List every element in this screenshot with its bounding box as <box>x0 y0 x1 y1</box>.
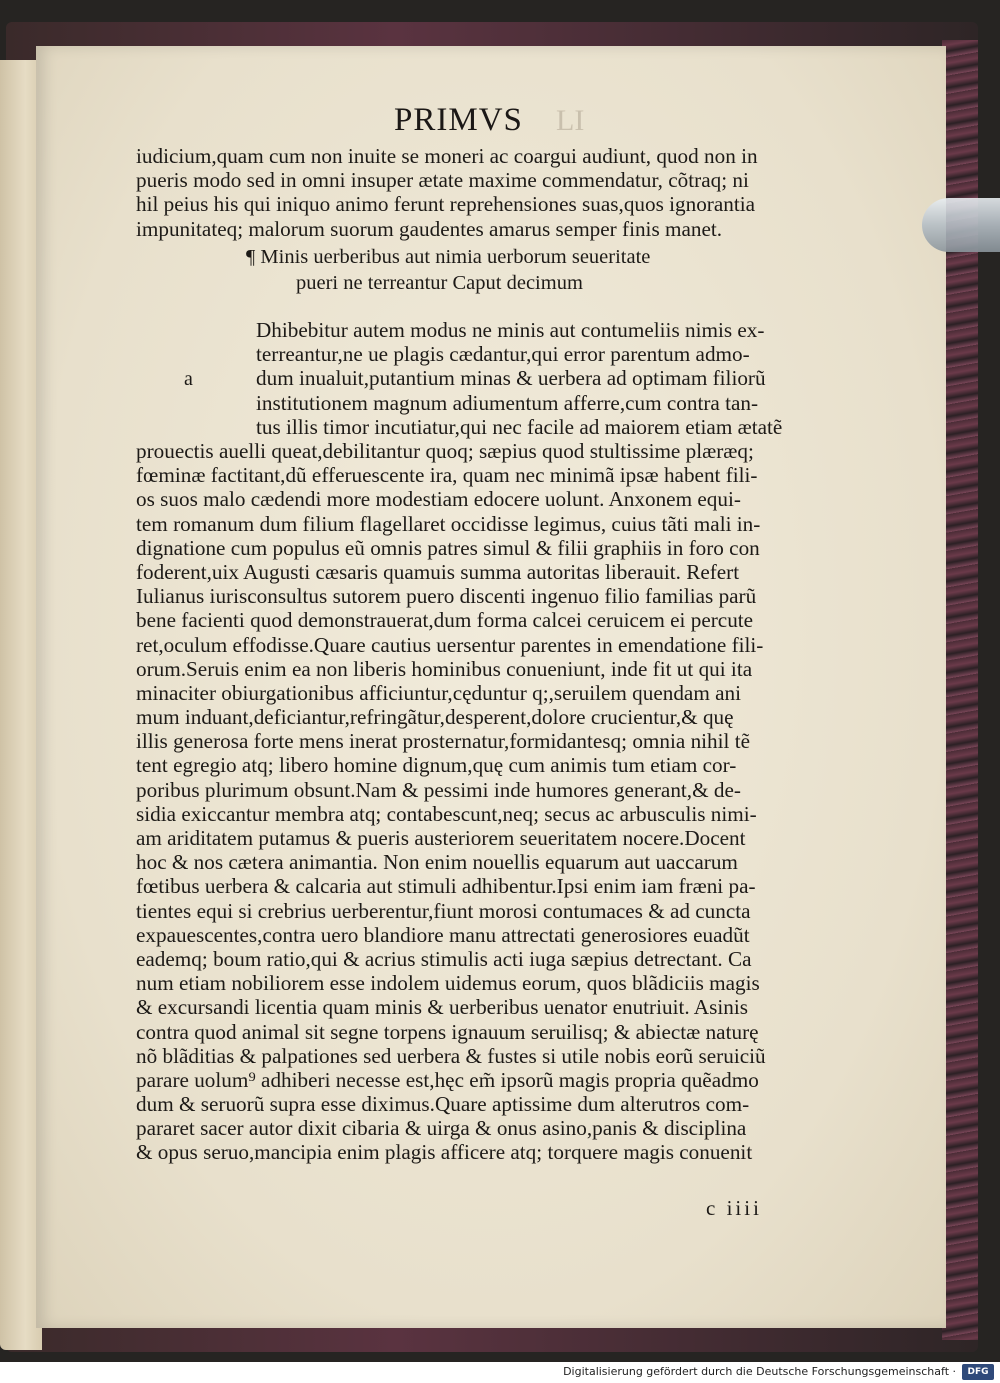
text-line: ret,oculum effodisse.Quare cautius uersentur parentes in emendatione fili- <box>136 632 764 657</box>
text-line: tent egregio atq; libero homine dignum,quę cum animis tum etiam cor- <box>136 753 737 778</box>
text-line: foderent,uix Augusti cæsaris quamuis summa autoritas liberauit. Refert <box>136 559 740 584</box>
chapter-heading-line-2: pueri ne terreantur Caput decimum <box>296 272 583 294</box>
text-line: & excursandi licentia quam minis & uerberibus uenator enutriuit. Asinis <box>136 995 748 1020</box>
text-line: fœtibus uerbera & calcaria aut stimuli adhibentur.Ipsi enim iam fræni pa- <box>136 874 756 899</box>
text-line: terreantur,ne ue plagis cædantur,qui error parentum admo- <box>256 342 750 367</box>
text-line: fœminæ factitant,dũ efferuescente ira, quam nec minimã ipsæ habent fili- <box>136 463 758 488</box>
funding-credit: Digitalisierung gefördert durch die Deutsche Forschungsgemeinschaft · <box>563 1365 956 1378</box>
text-line: tientes equi si crebrius uerberentur,fiunt morosi contumaces & ad cuncta <box>136 898 751 923</box>
text-line: institutionem magnum adiumentum afferre,cum contra tan- <box>256 390 759 415</box>
text-line: iudicium,quam cum non inuite se moneri ac coargui audiunt, quod non in <box>136 144 758 168</box>
text-line: num etiam nobiliorem esse indolem uidemus eorum, quos blãdiciis magis <box>136 971 760 996</box>
text-line: bene facienti quod demonstrauerat,dum forma calcei ceruicem ei percute <box>136 608 754 633</box>
text-line: minaciter obiurgationibus afficiuntur,cęduntur q;,seruilem quendam ani <box>136 680 741 705</box>
text-line: hoc & nos cætera animantia. Non enim nouellis equarum aut uaccarum <box>136 850 738 875</box>
text-line: Dhibebitur autem modus ne minis aut contumeliis nimis ex- <box>256 318 765 342</box>
marginal-letter: a <box>184 368 193 390</box>
running-head: PRIMVS <box>394 102 523 138</box>
text-line: os suos malo cædendi more modestiam edocere uolunt. Anxonem equi- <box>136 487 741 512</box>
footer-bar <box>0 1362 1000 1383</box>
signature-mark: c iiii <box>706 1196 762 1220</box>
text-line: poribus plurimum obsunt.Nam & pessimi inde humores generant,& de- <box>136 777 741 802</box>
text-line: sidia exiccantur membra atq; contabescunt,neq; secus ac arbusculis nimi- <box>136 801 757 826</box>
text-line: orum.Seruis enim ea non liberis hominibus conueniunt, inde fit ut qui ita <box>136 656 753 681</box>
text-line: Iulianus iurisconsultus sutorem puero discenti ingenuo filio familias parũ <box>136 584 757 609</box>
text-line: eademq; boum ratio,qui & acrius stimulis acti iuga sæpius detrectant. Ca <box>136 946 752 971</box>
text-line: pueris modo sed in omni insuper ætate maxime commendatur, cõtraq; ni <box>136 168 749 193</box>
text-line: hil peius his qui iniquo animo ferunt reprehensiones suas,quos ignorantia <box>136 192 756 217</box>
text-line: am ariditatem putamus & pueris austeriorem seueritatem nocere.Docent <box>136 826 746 850</box>
text-line: expauescentes,contra uero blandiore manu attrectati generosiores euadũt <box>136 922 750 947</box>
text-line: illis generosa forte mens inerat prosternatur,formidantesq; omnia nihil tẽ <box>136 729 751 754</box>
dfg-logo-icon: DFG <box>962 1364 994 1380</box>
text-line: dignatione cum populus eũ omnis patres simul & filii graphiis in foro con <box>136 535 760 560</box>
text-line: dum inualuit,putantium minas & uerbera ad optimam filiorũ <box>256 366 766 391</box>
top-text-block <box>136 146 826 243</box>
text-line: prouectis auelli queat,debilitantur quoq; sæpius quod stultissime plæræq; <box>136 439 754 463</box>
text-line: tem romanum dum filium flagellaret occidisse legimus, cuius tãti mali in- <box>136 511 761 536</box>
text-line: dum & seruorũ supra esse diximus.Quare aptissime dum alterutros com- <box>136 1092 750 1117</box>
text-line: contra quod animal sit segne torpens ignauum seruilisq; & abiectæ naturę <box>136 1019 759 1044</box>
text-line: pararet sacer autor dixit cibaria & uirga & onus asino,panis & disciplina <box>136 1116 747 1141</box>
text-line: tus illis timor incutiatur,qui nec facile ad maiorem etiam ætatẽ <box>256 414 783 439</box>
indented-text-block <box>136 320 946 441</box>
text-line: parare uolum⁹ adhiberi necesse est,hęc em̃ ipsorũ magis propria quẽadmo <box>136 1067 759 1092</box>
chapter-heading-line-1: ¶ Minis uerberibus aut nimia uerborum seueritate <box>246 246 651 268</box>
text-line: impunitateq; malorum suorum gaudentes amarus semper finis manet. <box>136 216 723 241</box>
text-line: mum induant,deficiantur,refringãtur,desperent,dolore crucientur,& quę <box>136 705 734 730</box>
text-line: & opus seruo,mancipia enim plagis afficere atq; torquere magis conuenit <box>136 1140 753 1165</box>
page-clip-icon <box>922 198 1000 252</box>
text-line: nõ blãditias & palpationes sed uerbera & fustes si utile nobis eorũ seruiciũ <box>136 1043 766 1068</box>
bleed-through-text: LI <box>556 104 585 137</box>
body-text-block <box>136 441 826 1167</box>
